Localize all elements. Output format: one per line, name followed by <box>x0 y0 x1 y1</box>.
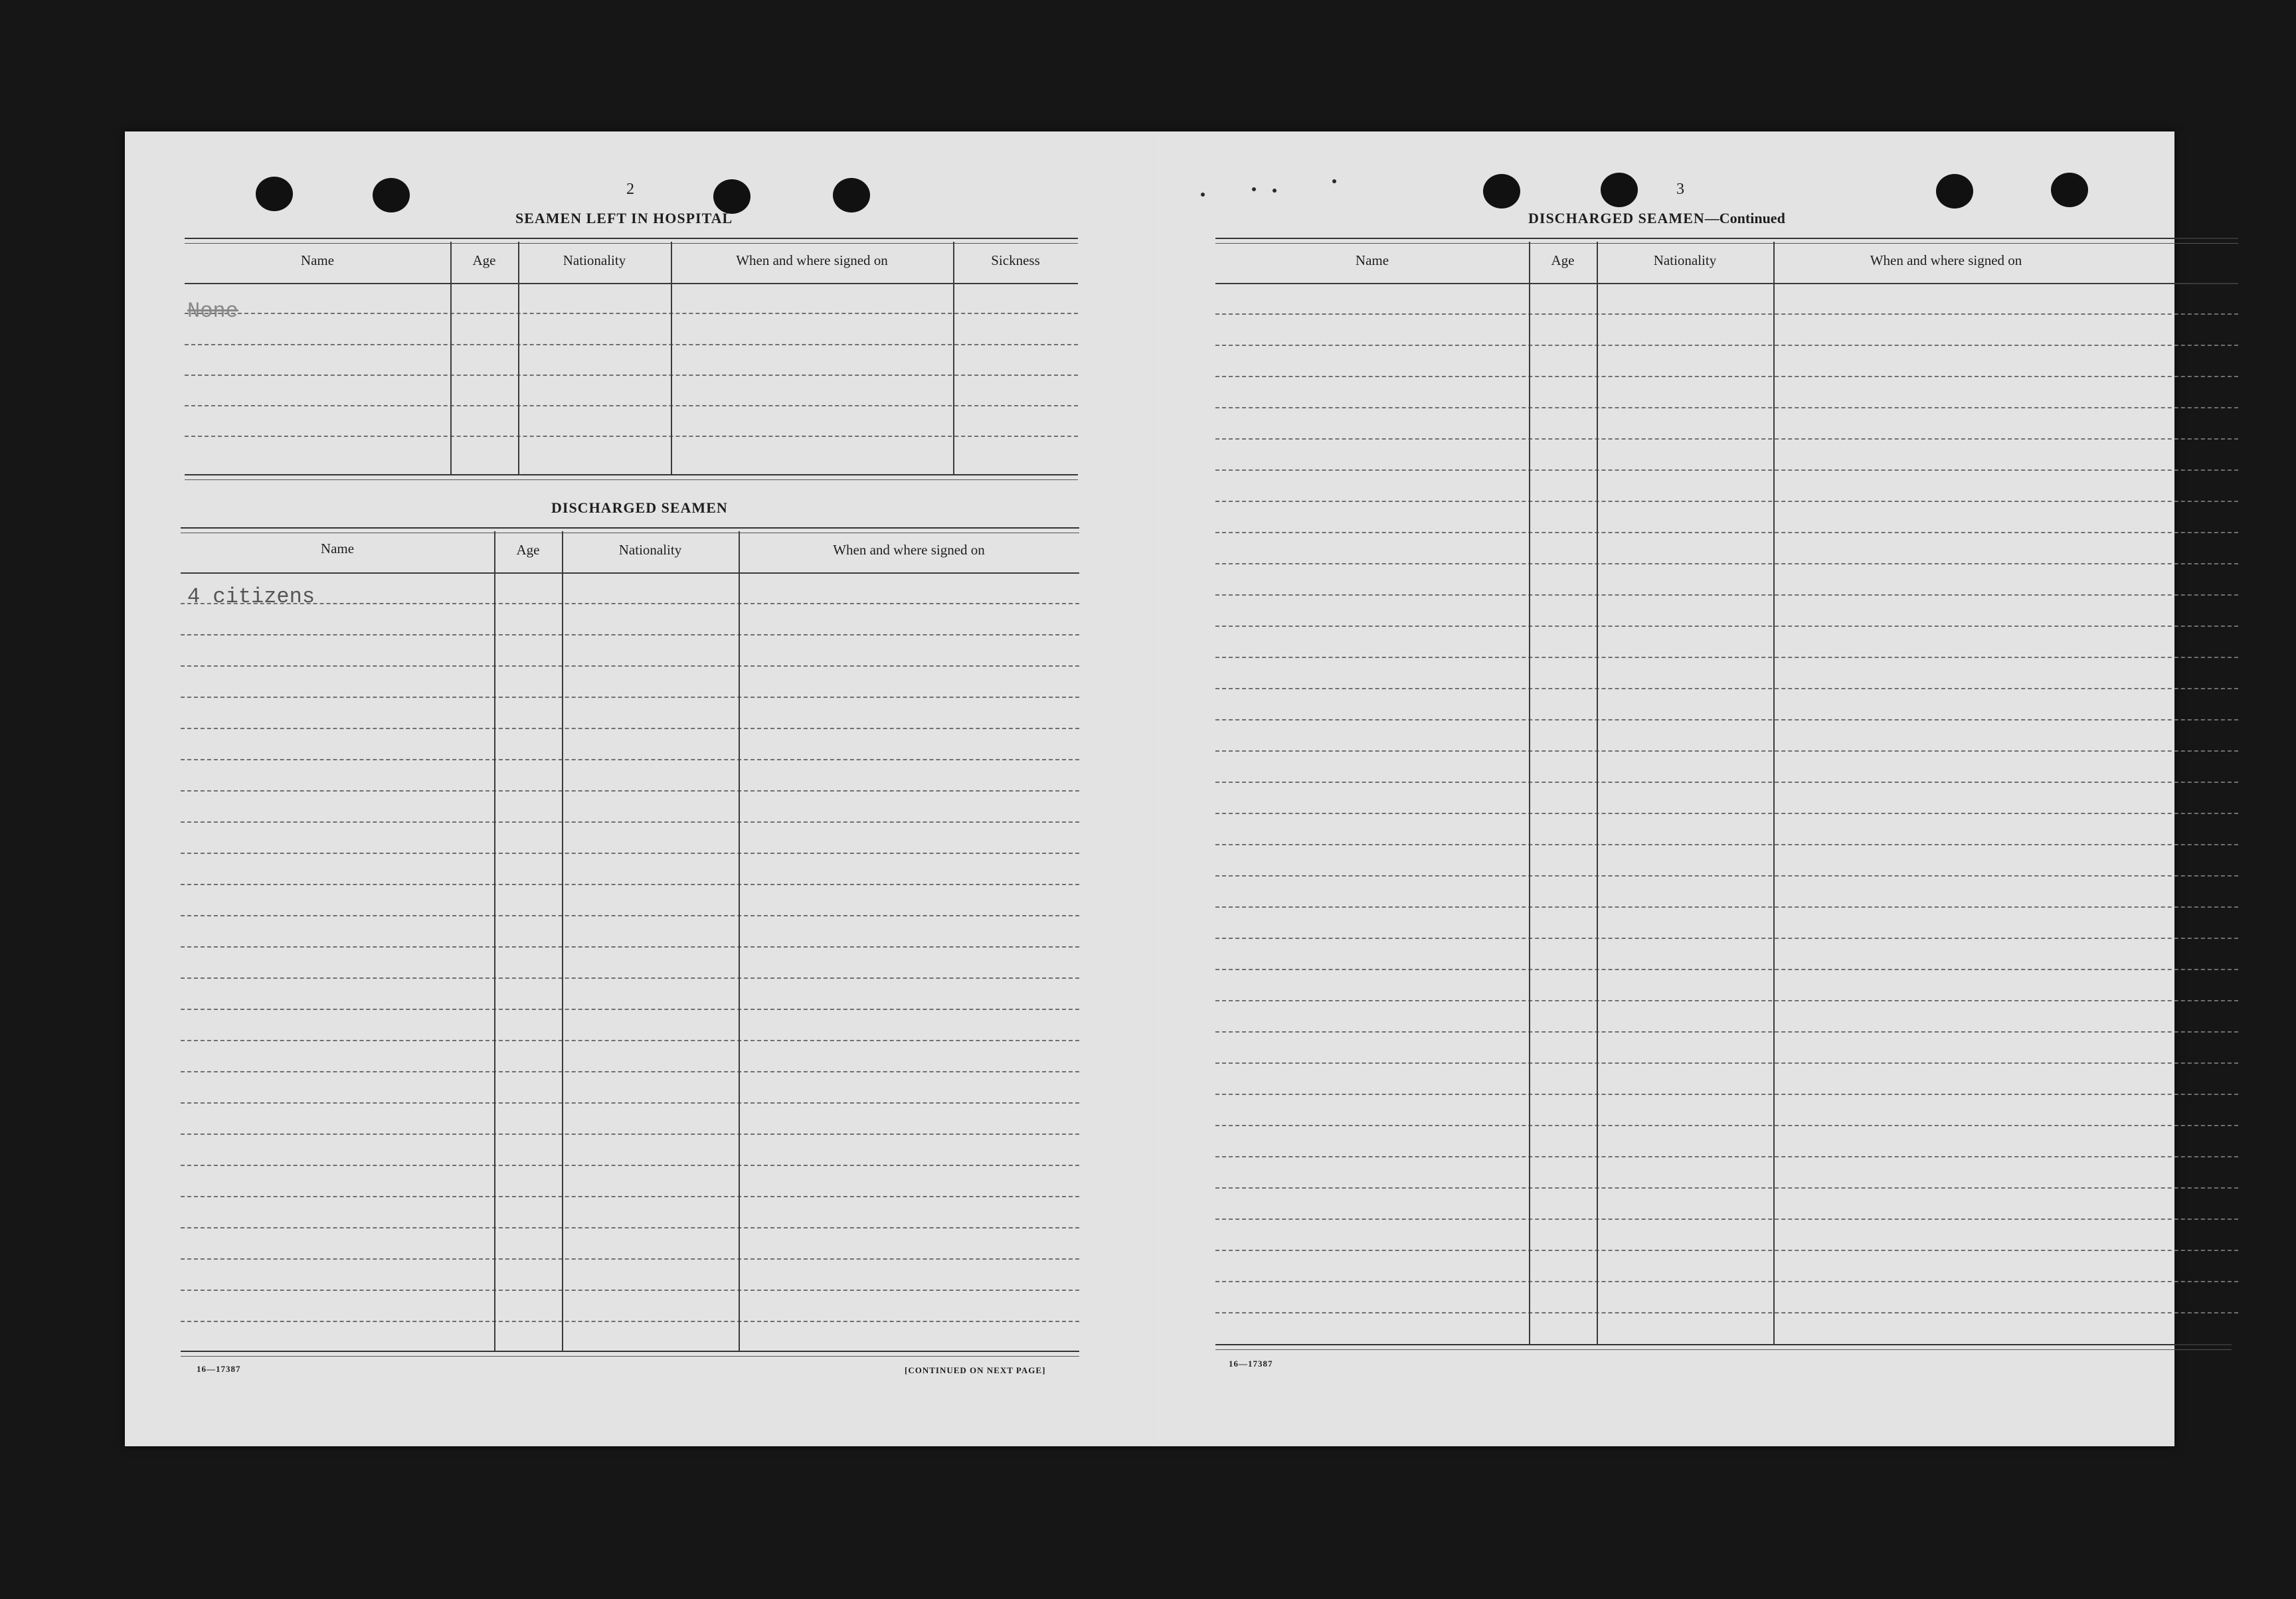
punch-hole <box>1483 174 1520 209</box>
col-header-signed-on: When and where signed on <box>833 542 985 558</box>
ink-speck <box>1273 189 1277 193</box>
punch-hole <box>1601 173 1638 207</box>
hospital-table <box>185 238 1078 479</box>
col-header-age: Age <box>516 542 540 558</box>
ink-speck <box>1252 187 1256 191</box>
col-header-name: Name <box>1355 252 1389 268</box>
col-header-name: Name <box>300 252 335 268</box>
punch-hole <box>833 178 870 212</box>
form-number-left: 16—17387 <box>197 1364 241 1374</box>
punch-hole <box>713 179 751 214</box>
col-header-nationality: Nationality <box>563 252 626 268</box>
col-header-nationality: Nationality <box>618 542 682 558</box>
col-header-signed-on: When and where signed on <box>736 252 888 268</box>
hospital-section-title: SEAMEN LEFT IN HOSPITAL <box>515 210 733 226</box>
col-header-sickness: Sickness <box>991 252 1040 268</box>
discharged-section-title: DISCHARGED SEAMEN <box>551 499 728 516</box>
discharged-table-left <box>181 527 1079 1357</box>
punch-hole <box>256 177 293 211</box>
hospital-entry: None <box>187 299 238 323</box>
discharged-continued-title <box>1528 210 1785 227</box>
page-number-left: 2 <box>626 181 634 198</box>
col-header-signed-on: When and where signed on <box>1870 252 2022 268</box>
punch-hole <box>2051 173 2088 207</box>
punch-hole <box>373 178 410 212</box>
discharged-continued-title-text: DISCHARGED SEAMEN <box>1528 210 1705 226</box>
col-header-name: Name <box>320 541 355 556</box>
page-number-right: 3 <box>1676 181 1684 198</box>
continued-suffix: —Continued <box>1704 210 1785 226</box>
ink-speck <box>1332 179 1336 183</box>
col-header-age: Age <box>1551 252 1575 268</box>
form-number-right: 16—17387 <box>1229 1359 1273 1369</box>
col-header-nationality: Nationality <box>1653 252 1717 268</box>
discharged-entry: 4 citizens <box>187 584 315 609</box>
document-sheet <box>125 131 2174 1446</box>
punch-hole <box>1936 174 1973 209</box>
continued-note: [CONTINUED ON NEXT PAGE] <box>905 1365 1046 1375</box>
discharged-table-right <box>1215 238 2238 1351</box>
col-header-age: Age <box>472 252 496 268</box>
ink-speck <box>1201 193 1205 197</box>
page-fold <box>1153 131 1155 1446</box>
